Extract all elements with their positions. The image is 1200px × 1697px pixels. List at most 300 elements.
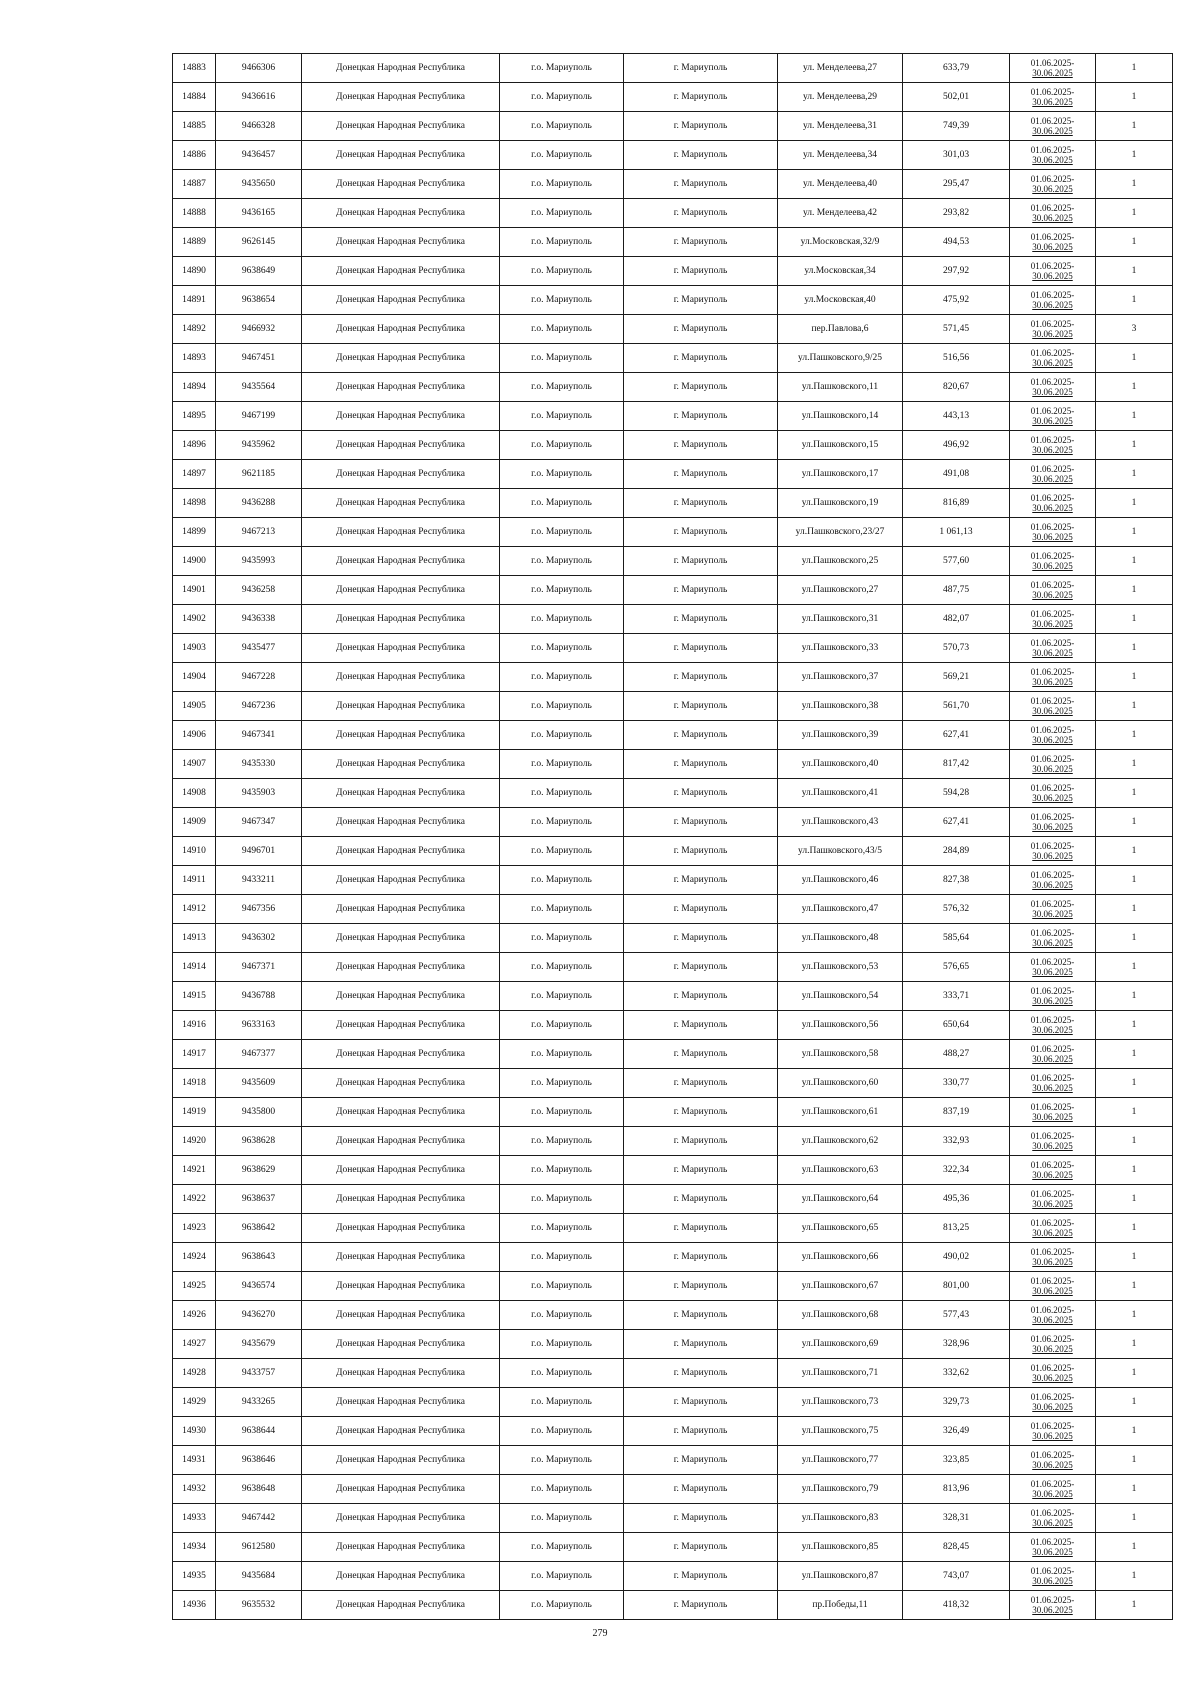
- table-row: [173, 1214, 1173, 1243]
- area-value: 570,73: [903, 634, 1010, 663]
- period-range: [1010, 576, 1096, 605]
- district-name: г.о. Мариуполь: [500, 1446, 624, 1475]
- row-number: 14915: [173, 982, 216, 1011]
- region-name: Донецкая Народная Республика: [302, 1185, 500, 1214]
- area-value: 332,62: [903, 1359, 1010, 1388]
- table-row: [173, 54, 1173, 83]
- period-range: [1010, 1127, 1096, 1156]
- region-name: Донецкая Народная Республика: [302, 1359, 500, 1388]
- row-number: 14895: [173, 402, 216, 431]
- object-code: 9467213: [216, 518, 302, 547]
- district-name: г.о. Мариуполь: [500, 228, 624, 257]
- period-from: 01.06.2025-: [1030, 899, 1075, 909]
- period-to: 30.06.2025: [1032, 329, 1073, 339]
- street-address: ул. Менделеева,40: [778, 170, 903, 199]
- table-row: [173, 692, 1173, 721]
- street-address: ул.Пашковского,9/25: [778, 344, 903, 373]
- table-row: [173, 315, 1173, 344]
- period-from: 01.06.2025-: [1030, 957, 1075, 967]
- district-name: г.о. Мариуполь: [500, 1591, 624, 1620]
- city-name: г. Мариуполь: [624, 170, 778, 199]
- object-code: 9436270: [216, 1301, 302, 1330]
- object-code: 9435609: [216, 1069, 302, 1098]
- area-value: 817,42: [903, 750, 1010, 779]
- district-name: г.о. Мариуполь: [500, 663, 624, 692]
- period-range: [1010, 721, 1096, 750]
- object-code: 9496701: [216, 837, 302, 866]
- city-name: г. Мариуполь: [624, 344, 778, 373]
- period-from: 01.06.2025-: [1030, 551, 1075, 561]
- city-name: г. Мариуполь: [624, 228, 778, 257]
- street-address: ул. Менделеева,42: [778, 199, 903, 228]
- region-name: Донецкая Народная Республика: [302, 228, 500, 257]
- region-name: Донецкая Народная Республика: [302, 982, 500, 1011]
- district-name: г.о. Мариуполь: [500, 315, 624, 344]
- row-number: 14932: [173, 1475, 216, 1504]
- period-range: [1010, 431, 1096, 460]
- period-from: 01.06.2025-: [1030, 841, 1075, 851]
- period-from: 01.06.2025-: [1030, 348, 1075, 358]
- object-code: 9638654: [216, 286, 302, 315]
- period-range: [1010, 1185, 1096, 1214]
- street-address: ул.Пашковского,48: [778, 924, 903, 953]
- table-row: [173, 170, 1173, 199]
- table-row: [173, 141, 1173, 170]
- region-name: Донецкая Народная Республика: [302, 286, 500, 315]
- object-code: 9435477: [216, 634, 302, 663]
- district-name: г.о. Мариуполь: [500, 866, 624, 895]
- period-to: 30.06.2025: [1032, 590, 1073, 600]
- table-row: [173, 402, 1173, 431]
- period-to: 30.06.2025: [1032, 1402, 1073, 1412]
- period-to: 30.06.2025: [1032, 184, 1073, 194]
- period-to: 30.06.2025: [1032, 387, 1073, 397]
- row-number: 14889: [173, 228, 216, 257]
- district-name: г.о. Мариуполь: [500, 1011, 624, 1040]
- object-code: 9435684: [216, 1562, 302, 1591]
- area-value: 516,56: [903, 344, 1010, 373]
- period-range: [1010, 344, 1096, 373]
- row-number: 14886: [173, 141, 216, 170]
- district-name: г.о. Мариуполь: [500, 1504, 624, 1533]
- area-value: 475,92: [903, 286, 1010, 315]
- district-name: г.о. Мариуполь: [500, 779, 624, 808]
- row-number: 14927: [173, 1330, 216, 1359]
- region-name: Донецкая Народная Республика: [302, 54, 500, 83]
- city-name: г. Мариуполь: [624, 1214, 778, 1243]
- period-from: 01.06.2025-: [1030, 1073, 1075, 1083]
- object-code: 9467199: [216, 402, 302, 431]
- table-row: [173, 1069, 1173, 1098]
- region-name: Донецкая Народная Республика: [302, 808, 500, 837]
- object-code: 9638644: [216, 1417, 302, 1446]
- object-code: 9435330: [216, 750, 302, 779]
- period-range: [1010, 1475, 1096, 1504]
- period-to: 30.06.2025: [1032, 213, 1073, 223]
- period-to: 30.06.2025: [1032, 68, 1073, 78]
- street-address: ул.Московская,40: [778, 286, 903, 315]
- period-to: 30.06.2025: [1032, 1199, 1073, 1209]
- area-value: 827,38: [903, 866, 1010, 895]
- period-from: 01.06.2025-: [1030, 1334, 1075, 1344]
- area-value: 816,89: [903, 489, 1010, 518]
- table-row: [173, 953, 1173, 982]
- city-name: г. Мариуполь: [624, 1272, 778, 1301]
- period-range: [1010, 808, 1096, 837]
- count-value: 1: [1096, 170, 1173, 199]
- object-code: 9436258: [216, 576, 302, 605]
- city-name: г. Мариуполь: [624, 750, 778, 779]
- city-name: г. Мариуполь: [624, 953, 778, 982]
- region-name: Донецкая Народная Республика: [302, 605, 500, 634]
- object-code: 9436302: [216, 924, 302, 953]
- count-value: 1: [1096, 228, 1173, 257]
- area-value: 813,96: [903, 1475, 1010, 1504]
- period-from: 01.06.2025-: [1030, 493, 1075, 503]
- city-name: г. Мариуполь: [624, 547, 778, 576]
- region-name: Донецкая Народная Республика: [302, 431, 500, 460]
- area-value: 328,96: [903, 1330, 1010, 1359]
- count-value: 1: [1096, 1591, 1173, 1620]
- street-address: ул.Пашковского,23/27: [778, 518, 903, 547]
- area-value: 418,32: [903, 1591, 1010, 1620]
- table-row: [173, 895, 1173, 924]
- row-number: 14901: [173, 576, 216, 605]
- period-from: 01.06.2025-: [1030, 522, 1075, 532]
- period-range: [1010, 228, 1096, 257]
- period-from: 01.06.2025-: [1030, 1450, 1075, 1460]
- area-value: 329,73: [903, 1388, 1010, 1417]
- table-row: [173, 634, 1173, 663]
- count-value: 1: [1096, 1069, 1173, 1098]
- street-address: ул.Пашковского,56: [778, 1011, 903, 1040]
- object-code: 9638628: [216, 1127, 302, 1156]
- row-number: 14916: [173, 1011, 216, 1040]
- row-number: 14906: [173, 721, 216, 750]
- period-range: [1010, 489, 1096, 518]
- table-row: [173, 518, 1173, 547]
- period-to: 30.06.2025: [1032, 1315, 1073, 1325]
- city-name: г. Мариуполь: [624, 1533, 778, 1562]
- street-address: ул.Пашковского,43: [778, 808, 903, 837]
- object-code: 9638643: [216, 1243, 302, 1272]
- period-range: [1010, 895, 1096, 924]
- period-range: [1010, 170, 1096, 199]
- city-name: г. Мариуполь: [624, 489, 778, 518]
- region-name: Донецкая Народная Республика: [302, 721, 500, 750]
- period-from: 01.06.2025-: [1030, 1044, 1075, 1054]
- period-from: 01.06.2025-: [1030, 667, 1075, 677]
- period-range: [1010, 1417, 1096, 1446]
- period-range: [1010, 1533, 1096, 1562]
- city-name: г. Мариуполь: [624, 1475, 778, 1504]
- count-value: 3: [1096, 315, 1173, 344]
- period-to: 30.06.2025: [1032, 1431, 1073, 1441]
- city-name: г. Мариуполь: [624, 808, 778, 837]
- street-address: ул.Пашковского,15: [778, 431, 903, 460]
- row-number: 14900: [173, 547, 216, 576]
- row-number: 14920: [173, 1127, 216, 1156]
- street-address: ул.Пашковского,79: [778, 1475, 903, 1504]
- period-to: 30.06.2025: [1032, 97, 1073, 107]
- area-value: 801,00: [903, 1272, 1010, 1301]
- count-value: 1: [1096, 460, 1173, 489]
- count-value: 1: [1096, 924, 1173, 953]
- street-address: ул.Пашковского,53: [778, 953, 903, 982]
- city-name: г. Мариуполь: [624, 1040, 778, 1069]
- count-value: 1: [1096, 1214, 1173, 1243]
- period-from: 01.06.2025-: [1030, 1363, 1075, 1373]
- area-value: 585,64: [903, 924, 1010, 953]
- period-from: 01.06.2025-: [1030, 203, 1075, 213]
- table-row: [173, 1127, 1173, 1156]
- row-number: 14903: [173, 634, 216, 663]
- area-value: 576,32: [903, 895, 1010, 924]
- street-address: ул.Пашковского,71: [778, 1359, 903, 1388]
- object-code: 9436788: [216, 982, 302, 1011]
- region-name: Донецкая Народная Республика: [302, 663, 500, 692]
- region-name: Донецкая Народная Республика: [302, 1475, 500, 1504]
- period-to: 30.06.2025: [1032, 445, 1073, 455]
- row-number: 14914: [173, 953, 216, 982]
- region-name: Донецкая Народная Республика: [302, 1214, 500, 1243]
- district-name: г.о. Мариуполь: [500, 1562, 624, 1591]
- object-code: 9467442: [216, 1504, 302, 1533]
- object-code: 9466932: [216, 315, 302, 344]
- object-code: 9467236: [216, 692, 302, 721]
- object-code: 9435962: [216, 431, 302, 460]
- table-row: [173, 1243, 1173, 1272]
- table-row: [173, 1562, 1173, 1591]
- object-code: 9435564: [216, 373, 302, 402]
- period-range: [1010, 1098, 1096, 1127]
- row-number: 14893: [173, 344, 216, 373]
- street-address: ул.Пашковского,19: [778, 489, 903, 518]
- city-name: г. Мариуполь: [624, 1127, 778, 1156]
- table-row: [173, 1156, 1173, 1185]
- district-name: г.о. Мариуполь: [500, 402, 624, 431]
- period-range: [1010, 518, 1096, 547]
- period-to: 30.06.2025: [1032, 1518, 1073, 1528]
- street-address: ул. Менделеева,31: [778, 112, 903, 141]
- area-value: 650,64: [903, 1011, 1010, 1040]
- city-name: г. Мариуполь: [624, 257, 778, 286]
- period-range: [1010, 1591, 1096, 1620]
- district-name: г.о. Мариуполь: [500, 1185, 624, 1214]
- area-value: 576,65: [903, 953, 1010, 982]
- table-row: [173, 547, 1173, 576]
- period-range: [1010, 1562, 1096, 1591]
- period-to: 30.06.2025: [1032, 706, 1073, 716]
- period-range: [1010, 1011, 1096, 1040]
- area-value: 488,27: [903, 1040, 1010, 1069]
- district-name: г.о. Мариуполь: [500, 373, 624, 402]
- object-code: 9638648: [216, 1475, 302, 1504]
- area-value: 627,41: [903, 721, 1010, 750]
- row-number: 14907: [173, 750, 216, 779]
- period-range: [1010, 286, 1096, 315]
- period-range: [1010, 1504, 1096, 1533]
- object-code: 9467228: [216, 663, 302, 692]
- period-to: 30.06.2025: [1032, 1054, 1073, 1064]
- region-name: Донецкая Народная Республика: [302, 1504, 500, 1533]
- area-value: 443,13: [903, 402, 1010, 431]
- period-to: 30.06.2025: [1032, 155, 1073, 165]
- row-number: 14926: [173, 1301, 216, 1330]
- row-number: 14898: [173, 489, 216, 518]
- table-row: [173, 431, 1173, 460]
- object-code: 9436288: [216, 489, 302, 518]
- table-row: [173, 112, 1173, 141]
- region-name: Донецкая Народная Республика: [302, 344, 500, 373]
- street-address: ул.Пашковского,40: [778, 750, 903, 779]
- period-to: 30.06.2025: [1032, 1112, 1073, 1122]
- count-value: 1: [1096, 895, 1173, 924]
- period-range: [1010, 402, 1096, 431]
- city-name: г. Мариуполь: [624, 112, 778, 141]
- area-value: 487,75: [903, 576, 1010, 605]
- count-value: 1: [1096, 1127, 1173, 1156]
- period-range: [1010, 83, 1096, 112]
- row-number: 14918: [173, 1069, 216, 1098]
- period-to: 30.06.2025: [1032, 1025, 1073, 1035]
- object-code: 9435800: [216, 1098, 302, 1127]
- object-code: 9467341: [216, 721, 302, 750]
- period-to: 30.06.2025: [1032, 300, 1073, 310]
- street-address: ул.Пашковского,63: [778, 1156, 903, 1185]
- region-name: Донецкая Народная Республика: [302, 634, 500, 663]
- street-address: ул. Менделеева,27: [778, 54, 903, 83]
- city-name: г. Мариуполь: [624, 1185, 778, 1214]
- period-from: 01.06.2025-: [1030, 1537, 1075, 1547]
- period-to: 30.06.2025: [1032, 416, 1073, 426]
- period-to: 30.06.2025: [1032, 1547, 1073, 1557]
- count-value: 1: [1096, 605, 1173, 634]
- count-value: 1: [1096, 953, 1173, 982]
- period-from: 01.06.2025-: [1030, 580, 1075, 590]
- count-value: 1: [1096, 750, 1173, 779]
- object-code: 9612580: [216, 1533, 302, 1562]
- period-from: 01.06.2025-: [1030, 638, 1075, 648]
- district-name: г.о. Мариуполь: [500, 547, 624, 576]
- region-name: Донецкая Народная Республика: [302, 1301, 500, 1330]
- period-range: [1010, 1214, 1096, 1243]
- table-row: [173, 1417, 1173, 1446]
- period-range: [1010, 373, 1096, 402]
- period-from: 01.06.2025-: [1030, 1160, 1075, 1170]
- period-to: 30.06.2025: [1032, 503, 1073, 513]
- count-value: 1: [1096, 663, 1173, 692]
- city-name: г. Мариуполь: [624, 721, 778, 750]
- row-number: 14917: [173, 1040, 216, 1069]
- area-value: 594,28: [903, 779, 1010, 808]
- count-value: 1: [1096, 692, 1173, 721]
- city-name: г. Мариуполь: [624, 199, 778, 228]
- count-value: 1: [1096, 402, 1173, 431]
- period-to: 30.06.2025: [1032, 1489, 1073, 1499]
- city-name: г. Мариуполь: [624, 1388, 778, 1417]
- table-row: [173, 866, 1173, 895]
- city-name: г. Мариуполь: [624, 1446, 778, 1475]
- object-code: 9635532: [216, 1591, 302, 1620]
- region-name: Донецкая Народная Республика: [302, 1040, 500, 1069]
- district-name: г.о. Мариуполь: [500, 953, 624, 982]
- period-range: [1010, 605, 1096, 634]
- count-value: 1: [1096, 982, 1173, 1011]
- period-from: 01.06.2025-: [1030, 986, 1075, 996]
- street-address: ул. Менделеева,34: [778, 141, 903, 170]
- period-to: 30.06.2025: [1032, 561, 1073, 571]
- table-row: [173, 1504, 1173, 1533]
- period-range: [1010, 1359, 1096, 1388]
- area-value: 323,85: [903, 1446, 1010, 1475]
- area-value: 813,25: [903, 1214, 1010, 1243]
- row-number: 14913: [173, 924, 216, 953]
- row-number: 14912: [173, 895, 216, 924]
- object-code: 9435650: [216, 170, 302, 199]
- object-code: 9467347: [216, 808, 302, 837]
- street-address: ул.Пашковского,66: [778, 1243, 903, 1272]
- region-name: Донецкая Народная Республика: [302, 315, 500, 344]
- count-value: 1: [1096, 1272, 1173, 1301]
- street-address: ул.Пашковского,14: [778, 402, 903, 431]
- district-name: г.о. Мариуполь: [500, 750, 624, 779]
- district-name: г.о. Мариуполь: [500, 518, 624, 547]
- district-name: г.о. Мариуполь: [500, 141, 624, 170]
- table-row: [173, 1330, 1173, 1359]
- area-value: 490,02: [903, 1243, 1010, 1272]
- row-number: 14883: [173, 54, 216, 83]
- table-row: [173, 576, 1173, 605]
- area-value: 482,07: [903, 605, 1010, 634]
- city-name: г. Мариуполь: [624, 779, 778, 808]
- period-from: 01.06.2025-: [1030, 1247, 1075, 1257]
- period-to: 30.06.2025: [1032, 851, 1073, 861]
- period-to: 30.06.2025: [1032, 967, 1073, 977]
- region-name: Донецкая Народная Республика: [302, 924, 500, 953]
- object-code: 9467371: [216, 953, 302, 982]
- street-address: пер.Павлова,6: [778, 315, 903, 344]
- count-value: 1: [1096, 721, 1173, 750]
- street-address: ул.Пашковского,38: [778, 692, 903, 721]
- street-address: ул.Пашковского,37: [778, 663, 903, 692]
- city-name: г. Мариуполь: [624, 1504, 778, 1533]
- street-address: ул.Пашковского,43/5: [778, 837, 903, 866]
- region-name: Донецкая Народная Республика: [302, 1069, 500, 1098]
- count-value: 1: [1096, 54, 1173, 83]
- area-value: 328,31: [903, 1504, 1010, 1533]
- row-number: 14923: [173, 1214, 216, 1243]
- city-name: г. Мариуполь: [624, 866, 778, 895]
- period-from: 01.06.2025-: [1030, 290, 1075, 300]
- count-value: 1: [1096, 1098, 1173, 1127]
- object-code: 9621185: [216, 460, 302, 489]
- row-number: 14928: [173, 1359, 216, 1388]
- period-range: [1010, 112, 1096, 141]
- period-from: 01.06.2025-: [1030, 1102, 1075, 1112]
- district-name: г.о. Мариуполь: [500, 1533, 624, 1562]
- region-name: Донецкая Народная Республика: [302, 837, 500, 866]
- city-name: г. Мариуполь: [624, 1069, 778, 1098]
- street-address: ул.Пашковского,65: [778, 1214, 903, 1243]
- city-name: г. Мариуполь: [624, 402, 778, 431]
- row-number: 14929: [173, 1388, 216, 1417]
- region-name: Донецкая Народная Республика: [302, 141, 500, 170]
- district-name: г.о. Мариуполь: [500, 112, 624, 141]
- district-name: г.о. Мариуполь: [500, 1127, 624, 1156]
- district-name: г.о. Мариуполь: [500, 634, 624, 663]
- district-name: г.о. Мариуполь: [500, 808, 624, 837]
